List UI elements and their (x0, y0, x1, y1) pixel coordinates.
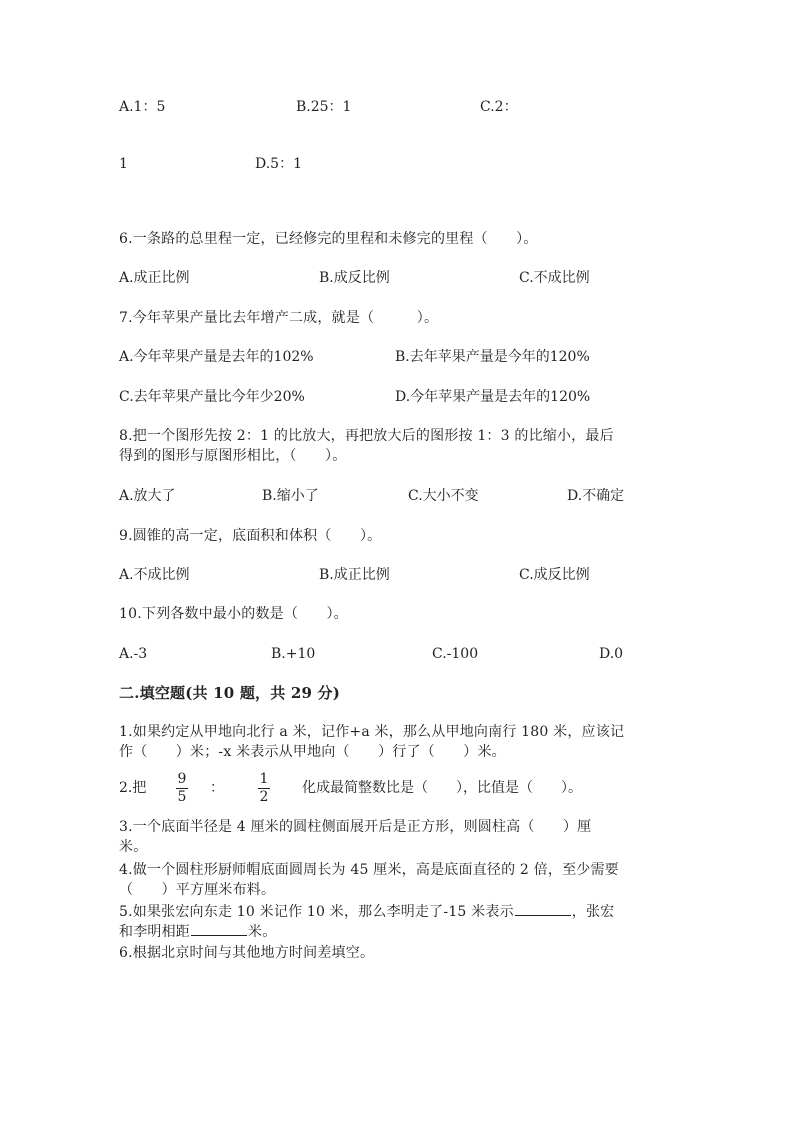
q9-option-c: C.成反比例 (519, 567, 590, 583)
fill5-line2 (119, 921, 276, 942)
q6-stem: 6.一条路的总里程一定，已经修完的里程和未修完的里程（ ）。 (119, 231, 538, 247)
q7-option-b: B.去年苹果产量是今年的120% (395, 349, 590, 365)
q8-option-b: B.缩小了 (262, 488, 319, 504)
q7-option-a: A.今年苹果产量是去年的102% (119, 349, 314, 365)
q5-option-a: A.1：5 (119, 99, 166, 115)
fraction-numerator: 9 (177, 771, 187, 787)
q10-option-d: D.0 (599, 646, 624, 662)
q8-option-a: A.放大了 (119, 488, 176, 504)
fraction-denominator: 5 (177, 789, 187, 805)
q6-option-c: C.不成比例 (519, 270, 590, 286)
q9-stem: 9.圆锥的高一定，底面积和体积（ ）。 (119, 528, 382, 544)
fill5-text-b: ，张宏 (571, 904, 615, 920)
q5-option-d: D.5：1 (255, 156, 302, 172)
q9-option-a: A.不成比例 (119, 567, 190, 583)
q9-option-b: B.成正比例 (319, 567, 390, 583)
answer-blank[interactable] (191, 921, 247, 936)
fill6-line1: 6.根据北京时间与其他地方时间差填空。 (119, 945, 375, 961)
fill4-line2: （ ）平方厘米布料。 (119, 882, 276, 898)
q10-option-a: A.-3 (119, 646, 148, 662)
answer-blank[interactable] (515, 901, 571, 916)
fill3-line1: 3.一个底面半径是 4 厘米的圆柱侧面展开后是正方形，则圆柱高（ ）厘 (119, 819, 592, 835)
q10-option-b: B.+10 (271, 646, 316, 662)
fill1-line2: 作（ ）米；-x 米表示从甲地向（ ）行了（ ）米。 (119, 744, 506, 760)
q8-option-c: C.大小不变 (408, 488, 479, 504)
fraction-denominator: 2 (259, 789, 269, 805)
q7-option-c: C.去年苹果产量比今年少20% (119, 389, 305, 405)
q8-option-d: D.不确定 (567, 488, 625, 504)
q8-stem-line1: 8.把一个图形先按 2：1 的比放大，再把放大后的图形按 1：3 的比缩小，最后 (119, 428, 614, 444)
q7-stem: 7.今年苹果产量比去年增产二成，就是（ ）。 (119, 310, 439, 326)
fill5-text-d: 米。 (248, 924, 277, 940)
fill4-line1: 4.做一个圆柱形厨师帽底面圆周长为 45 厘米，高是底面直径的 2 倍，至少需要 (119, 862, 619, 878)
q5-option-b: B.25：1 (296, 99, 352, 115)
fraction-one-half (256, 771, 272, 806)
q8-stem-line2: 得到的图形与原图形相比，（ ）。 (119, 448, 347, 464)
q10-stem: 10.下列各数中最小的数是（ ）。 (119, 606, 348, 622)
section-heading-fill-in: 二.填空题(共 10 题，共 29 分) (119, 684, 341, 702)
q10-option-c: C.-100 (432, 646, 479, 662)
q5-option-c-continued: 1 (119, 156, 128, 172)
fill5-text-a: 5.如果张宏向东走 10 米记作 10 米，那么李明走了-15 米表示 (119, 904, 514, 920)
fill2-colon: ： (210, 780, 224, 796)
fill1-line1: 1.如果约定从甲地向北行 a 米，记作+a 米，那么从甲地向南行 180 米，应该记 (119, 724, 625, 740)
q7-option-d: D.今年苹果产量是去年的120% (395, 389, 591, 405)
q6-option-b: B.成反比例 (319, 270, 390, 286)
q5-option-c: C.2： (480, 99, 518, 115)
fraction-nine-fifths (174, 771, 190, 806)
fill2-prefix: 2.把 (119, 780, 147, 796)
fill2-suffix: 化成最简整数比是（ ），比值是（ ）。 (302, 780, 582, 796)
fill5-line1 (119, 901, 614, 922)
fraction-numerator: 1 (259, 771, 269, 787)
fill5-text-c: 和李明相距 (119, 924, 190, 940)
fill3-line2: 米。 (119, 839, 148, 855)
q6-option-a: A.成正比例 (119, 270, 190, 286)
